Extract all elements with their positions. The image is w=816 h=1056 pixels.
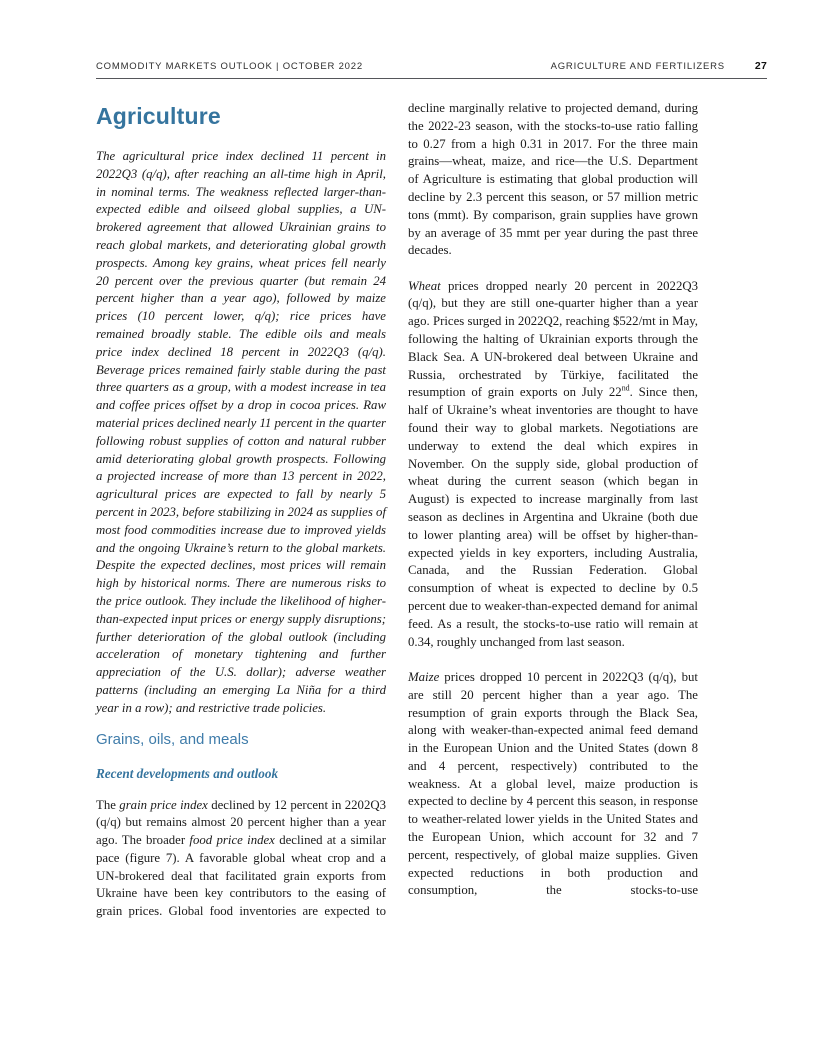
section-heading-grains-oils-meals: Grains, oils, and meals	[96, 730, 249, 748]
subsection-heading-recent-developments: Recent developments and outlook	[96, 765, 279, 781]
maize-paragraph: Maize prices dropped 10 percent in 2022Q3 (q/q), but are still 20 percent higher than a year ago. The resumption of grain exports through the Black Sea, along with weaker-than-expected animal feed demand in the European Union and the United States (down 8 and 4 percent, respectively) contributed to the weakness. At a global level, maize production is expected to decline by 4 percent this season, in response to weather-related lower yields in the United States and the European Union, which account for 32 and 7 percent, respectively, of global maize supplies. Given expected reductions in both production and consumption, the stocks-to-use	[408, 669, 698, 898]
wheat-paragraph: Wheat prices dropped nearly 20 percent in 2022Q3 (q/q), but they are still one-quarter higher than a year ago. Prices surged in 2022Q2, reaching $522/mt in May, following the halting of Ukrainian exports through the Black Sea. A UN-brokered deal between Ukraine and Russia, orchestrated by Türkiye, facilitated the resumption of grain exports on July 22nd. Since then, half of Ukraine’s wheat inventories are thought to have found their way to global markets. Negotiations are underway to extend the deal which expires in November. On the supply side, global production of wheat during the current season (which began in August) is expected to increase marginally from last season as declines in Argentina and Ukraine (both due to lower planting area) will be offset by higher-than-expected yields in key exporters, including Australia, Canada, and the Russian Federation. Global consumption of wheat is expected to decline by 0.5 percent due to weaker-than-expected demand for animal feed. As a result, the stocks-to-use ratio will remain at 0.34, roughly unchanged from last season.	[408, 278, 699, 649]
grain-price-index-paragraph: The grain price index declined by 12 percent in 2202Q3 (q/q) but remains almost 20 percent higher than a year ago. The broader food price index declined at a similar pace (figure 7). A favorable global wheat crop and a UN-brokered deal that facilitated grain exports from Ukraine have been key contributors to the easing of grain prices. Global food inventories are expected to	[96, 797, 387, 919]
header-rule	[96, 78, 767, 79]
page-number: 27	[754, 60, 767, 72]
summary-paragraph: The agricultural price index declined 11 percent in 2022Q3 (q/q), after reaching an all-time high in April, in nominal terms. The weakness reflected larger-than-expected edible and oilseed global supplies, a UN-brokered agreement that allowed Ukrainian grains to reach global markets, and deteriorating global growth prospects. Among key grains, wheat prices fell nearly 20 percent over the previous quarter (but remain 24 percent higher than a year ago), followed by maize prices (10 percent lower, q/q); rice prices have remained broadly stable. The edible oils and meals price index declined 18 percent in 2022Q3 (q/q). Beverage prices remained fairly stable during the past three quarters as a group, with a modest increase in tea and coffee prices offset by a drop in cocoa prices. Raw material prices declined nearly 11 percent in the quarter following robust supplies of cotton and natural rubber amid deteriorating global growth prospects. Following a projected increase of more than 13 percent in 2022, agricultural prices are expected to fall by nearly 5 percent in 2023, before stabilizing in 2024 as supplies of most food commodities increase due to improved yields and the ongoing Ukraine’s return to the global markets. Despite the expected declines, most prices will remain high by historical norms. There are numerous risks to the price outlook. They include the likelihood of higher-than-expected input prices or energy supply disruptions; further deterioration of the global outlook (including acceleration of monetary tightening and further appreciation of the U.S. dollar); adverse weather patterns (including an emerging La Niña for a third year in a row); and restrictive trade policies.	[96, 149, 386, 715]
right-column	[408, 100, 698, 900]
header-section-text: AGRICULTURE AND FERTILIZERS	[550, 61, 725, 72]
left-column	[96, 102, 386, 921]
header-left-text: COMMODITY MARKETS OUTLOOK | OCTOBER 2022	[96, 61, 363, 72]
header-right-group	[551, 60, 767, 72]
page-title: Agriculture	[96, 103, 221, 129]
running-header	[96, 60, 767, 72]
continuation-paragraph: decline marginally relative to projected demand, during the 2022-23 season, with the stocks-to-use ratio falling to 0.27 from a high 0.31 in 2017. For the three main grains—wheat, maize, and rice—the U.S. Department of Agriculture is estimating that global production will decline by 2.3 percent this season, or 57 million metric tons (mmt). By comparison, grain supplies have grown by an average of 35 mmt per year during the past three decades.	[408, 101, 698, 258]
